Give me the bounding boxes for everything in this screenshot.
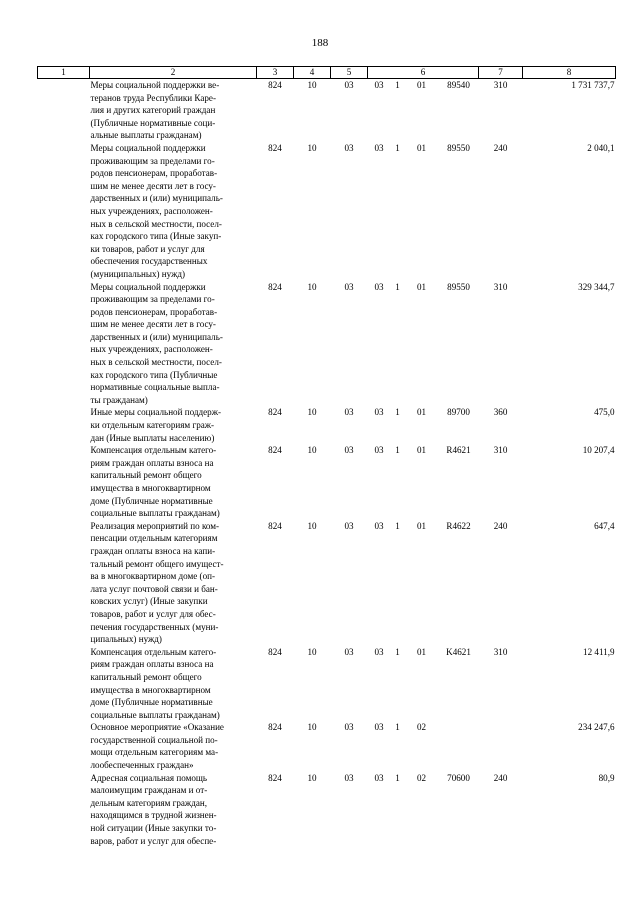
row-description xyxy=(90,444,257,520)
description-line: родов пенсионерам, проработав- xyxy=(90,168,218,179)
cell-col6-c: 01 xyxy=(416,646,427,657)
cell-col8-amount: 80,9 xyxy=(598,772,615,783)
cell-col7: 310 xyxy=(493,80,508,90)
description-line: Компенсация отдельным катего- xyxy=(90,646,217,657)
cell-col5: 03 xyxy=(344,722,354,733)
description-line: (муниципальных) нужд) xyxy=(90,268,186,279)
cell-col1 xyxy=(38,444,90,520)
table-row xyxy=(38,772,616,848)
cell-col8-amount: 10 207,4 xyxy=(582,445,615,456)
cell-col6-d xyxy=(439,721,479,771)
cell-col7: 240 xyxy=(493,520,508,531)
cell-col6-d: 89550 xyxy=(447,142,470,153)
cell-col6-b: 1 xyxy=(395,772,400,783)
cell-col1 xyxy=(38,721,90,771)
cell-col6-d: 89540 xyxy=(447,80,470,90)
description-line: Адресная социальная помощь xyxy=(90,772,208,783)
description-line: мощи отдельным категориям ма- xyxy=(90,747,219,758)
description-line: социальные выплаты гражданам) xyxy=(90,508,220,519)
table-row xyxy=(38,721,616,771)
description-line: Иные меры социальной поддерж- xyxy=(90,407,222,418)
cell-col7: 310 xyxy=(493,445,508,456)
description-line: социальные выплаты гражданам) xyxy=(90,709,220,720)
cell-col4: 10 xyxy=(307,407,317,418)
description-line: дарственных и (или) муниципаль- xyxy=(90,331,223,342)
column-header-3: 3 xyxy=(257,67,294,79)
description-line: доме (Публичные нормативные xyxy=(90,697,213,708)
cell-col1 xyxy=(38,646,90,722)
table-row xyxy=(38,281,616,407)
budget-table xyxy=(37,66,616,847)
cell-col8-amount: 234 247,6 xyxy=(578,722,615,733)
table-row xyxy=(38,142,616,281)
cell-col6-a: 03 xyxy=(374,142,384,153)
description-line: Реализация мероприятий по ком- xyxy=(90,520,220,531)
description-line: шим не менее десяти лет в госу- xyxy=(90,319,216,330)
description-line: ных в сельской местности, посел- xyxy=(90,357,222,368)
row-description xyxy=(90,79,257,142)
cell-col6-c: 02 xyxy=(416,772,427,783)
cell-col7: 360 xyxy=(493,407,508,418)
description-line: граждан оплаты взноса на капи- xyxy=(90,545,216,556)
cell-col5: 03 xyxy=(344,646,354,657)
description-line: ных в сельской местности, посел- xyxy=(90,218,222,229)
description-line: родов пенсионерам, проработав- xyxy=(90,306,218,317)
cell-col6-d: R4622 xyxy=(446,520,471,531)
cell-col4: 10 xyxy=(307,722,317,733)
cell-col6-a: 03 xyxy=(374,772,384,783)
cell-col6-d: 70600 xyxy=(447,772,470,783)
table-body xyxy=(38,79,616,848)
column-header-1: 1 xyxy=(38,67,90,79)
cell-col6-d: 89700 xyxy=(447,407,470,418)
cell-col4: 10 xyxy=(307,281,317,292)
cell-col3: 824 xyxy=(268,80,282,90)
description-line: ках городского типа (Иные закуп- xyxy=(90,231,222,242)
description-line: дарственных и (или) муниципаль- xyxy=(90,193,223,204)
cell-col3: 824 xyxy=(268,722,282,733)
description-line: ки товаров, работ и услуг для xyxy=(90,243,205,254)
description-line: проживающим за пределами го- xyxy=(90,294,215,305)
cell-col6-b: 1 xyxy=(395,281,400,292)
cell-col8-amount: 475,0 xyxy=(594,407,615,418)
row-description xyxy=(90,772,257,848)
cell-col6-a: 03 xyxy=(374,281,384,292)
table-row xyxy=(38,79,616,142)
cell-col5: 03 xyxy=(344,80,354,90)
description-line: пенсации отдельным категориям xyxy=(90,533,218,544)
cell-col6-d: K4621 xyxy=(446,646,471,657)
description-line: ных учреждениях, расположен- xyxy=(90,205,213,216)
cell-col6-b: 1 xyxy=(395,445,400,456)
cell-col1 xyxy=(38,142,90,281)
cell-col3: 824 xyxy=(268,281,282,292)
description-line: ты гражданам) xyxy=(90,394,148,405)
cell-col1 xyxy=(38,772,90,848)
row-description xyxy=(90,646,257,722)
description-line: капитальный ремонт общего xyxy=(90,671,202,682)
description-line: ковских услуг) (Иные закупки xyxy=(90,596,208,607)
table-header-row xyxy=(38,67,616,79)
column-header-5: 5 xyxy=(331,67,368,79)
cell-col6-a: 03 xyxy=(374,722,384,733)
description-line: ной ситуации (Иные закупки то- xyxy=(90,823,217,834)
cell-col8-amount: 647,4 xyxy=(594,520,615,531)
description-line: ных учреждениях, расположен- xyxy=(90,344,213,355)
cell-col6-c: 01 xyxy=(416,445,427,456)
cell-col7: 310 xyxy=(493,646,508,657)
description-line: ках городского типа (Публичные xyxy=(90,369,218,380)
description-line: теранов труда Республики Каре- xyxy=(90,92,216,103)
row-description xyxy=(90,281,257,407)
description-line: риям граждан оплаты взноса на xyxy=(90,659,214,670)
cell-col7 xyxy=(479,721,523,771)
description-line: варов, работ и услуг для обеспе- xyxy=(90,835,217,846)
cell-col6-a: 03 xyxy=(374,445,384,456)
cell-col6-a: 03 xyxy=(374,646,384,657)
row-description xyxy=(90,406,257,444)
cell-col5: 03 xyxy=(344,772,354,783)
cell-col5: 03 xyxy=(344,407,354,418)
column-header-8: 8 xyxy=(523,67,616,79)
cell-col6-b: 1 xyxy=(395,520,400,531)
row-description xyxy=(90,721,257,771)
cell-col8-amount: 2 040,1 xyxy=(587,142,615,153)
cell-col6-a: 03 xyxy=(374,520,384,531)
description-line: ки отдельным категориям граж- xyxy=(90,420,215,431)
cell-col8-amount: 1 731 737,7 xyxy=(571,80,615,90)
description-line: Меры социальной поддержки ве- xyxy=(90,80,220,90)
cell-col7: 240 xyxy=(493,142,508,153)
cell-col6-c: 01 xyxy=(416,80,427,90)
cell-col5: 03 xyxy=(344,520,354,531)
cell-col6-b: 1 xyxy=(395,646,400,657)
cell-col1 xyxy=(38,79,90,142)
cell-col3: 824 xyxy=(268,445,282,456)
cell-col7: 310 xyxy=(493,281,508,292)
cell-col1 xyxy=(38,520,90,646)
cell-col6-c: 02 xyxy=(416,722,427,733)
cell-col4: 10 xyxy=(307,80,317,90)
cell-col6-b: 1 xyxy=(395,407,400,418)
description-line: дельным категориям граждан, xyxy=(90,797,208,808)
cell-col8-amount: 329 344,7 xyxy=(578,281,615,292)
cell-col4: 10 xyxy=(307,646,317,657)
description-line: лата услуг почтовой связи и бан- xyxy=(90,583,218,594)
description-line: печения государственных (муни- xyxy=(90,621,219,632)
cell-col4: 10 xyxy=(307,520,317,531)
cell-col6-d: 89550 xyxy=(447,281,470,292)
description-line: обеспечения государственных xyxy=(90,256,208,267)
cell-col5: 03 xyxy=(344,142,354,153)
cell-col6-c: 01 xyxy=(416,281,427,292)
cell-col1 xyxy=(38,281,90,407)
description-line: нормативные социальные выпла- xyxy=(90,382,220,393)
cell-col4: 10 xyxy=(307,445,317,456)
cell-col6-b: 1 xyxy=(395,722,400,733)
description-line: дан (Иные выплаты населению) xyxy=(90,432,215,443)
description-line: Меры социальной поддержки xyxy=(90,142,206,153)
cell-col6-b: 1 xyxy=(395,80,400,90)
description-line: товаров, работ и услуг для обес- xyxy=(90,608,216,619)
cell-col6-b: 1 xyxy=(395,142,400,153)
row-description xyxy=(90,142,257,281)
column-header-2: 2 xyxy=(90,67,257,79)
description-line: имущества в многоквартирном xyxy=(90,483,211,493)
row-description xyxy=(90,520,257,646)
description-line: Меры социальной поддержки xyxy=(90,281,206,292)
cell-col3: 824 xyxy=(268,520,282,531)
description-line: ципальных) нужд) xyxy=(90,634,162,645)
cell-col5: 03 xyxy=(344,445,354,456)
column-header-6: 6 xyxy=(368,67,479,79)
cell-col7: 240 xyxy=(493,772,508,783)
description-line: государственной социальной по- xyxy=(90,734,218,745)
cell-col4: 10 xyxy=(307,772,317,783)
description-line: альные выплаты гражданам) xyxy=(90,130,202,141)
description-line: лия и других категорий граждан xyxy=(90,105,216,116)
description-line: тальный ремонт общего имущест- xyxy=(90,558,224,569)
cell-col6-c: 01 xyxy=(416,407,427,418)
description-line: проживающим за пределами го- xyxy=(90,155,215,166)
cell-col3: 824 xyxy=(268,772,282,783)
description-line: доме (Публичные нормативные xyxy=(90,495,213,506)
cell-col6-c: 01 xyxy=(416,142,427,153)
table-row xyxy=(38,444,616,520)
description-line: малоимущим гражданам и от- xyxy=(90,785,208,796)
description-line: имущества в многоквартирном xyxy=(90,684,211,695)
cell-col3: 824 xyxy=(268,646,282,657)
cell-col6-a: 03 xyxy=(374,407,384,418)
description-line: риям граждан оплаты взноса на xyxy=(90,457,214,468)
column-header-7: 7 xyxy=(479,67,523,79)
cell-col8-amount: 12 411,9 xyxy=(583,646,615,657)
cell-col6-d: R4621 xyxy=(446,445,471,456)
cell-col3: 824 xyxy=(268,142,282,153)
description-line: находящимся в трудной жизнен- xyxy=(90,810,217,821)
table-row xyxy=(38,646,616,722)
description-line: капитальный ремонт общего xyxy=(90,470,202,481)
column-header-4: 4 xyxy=(294,67,331,79)
description-line: шим не менее десяти лет в госу- xyxy=(90,180,216,191)
table-row xyxy=(38,520,616,646)
cell-col3: 824 xyxy=(268,407,282,418)
description-line: Основное мероприятие «Оказание xyxy=(90,722,224,733)
description-line: ва в многоквартирном доме (оп- xyxy=(90,571,216,582)
description-line: (Публичные нормативные соци- xyxy=(90,117,216,128)
cell-col1 xyxy=(38,406,90,444)
cell-col4: 10 xyxy=(307,142,317,153)
description-line: лообеспеченных граждан» xyxy=(90,760,194,771)
description-line: Компенсация отдельным катего- xyxy=(90,445,217,456)
page-number: 188 xyxy=(311,37,329,49)
cell-col6-c: 01 xyxy=(416,520,427,531)
cell-col6-a: 03 xyxy=(374,80,384,90)
table-row xyxy=(38,406,616,444)
cell-col5: 03 xyxy=(344,281,354,292)
